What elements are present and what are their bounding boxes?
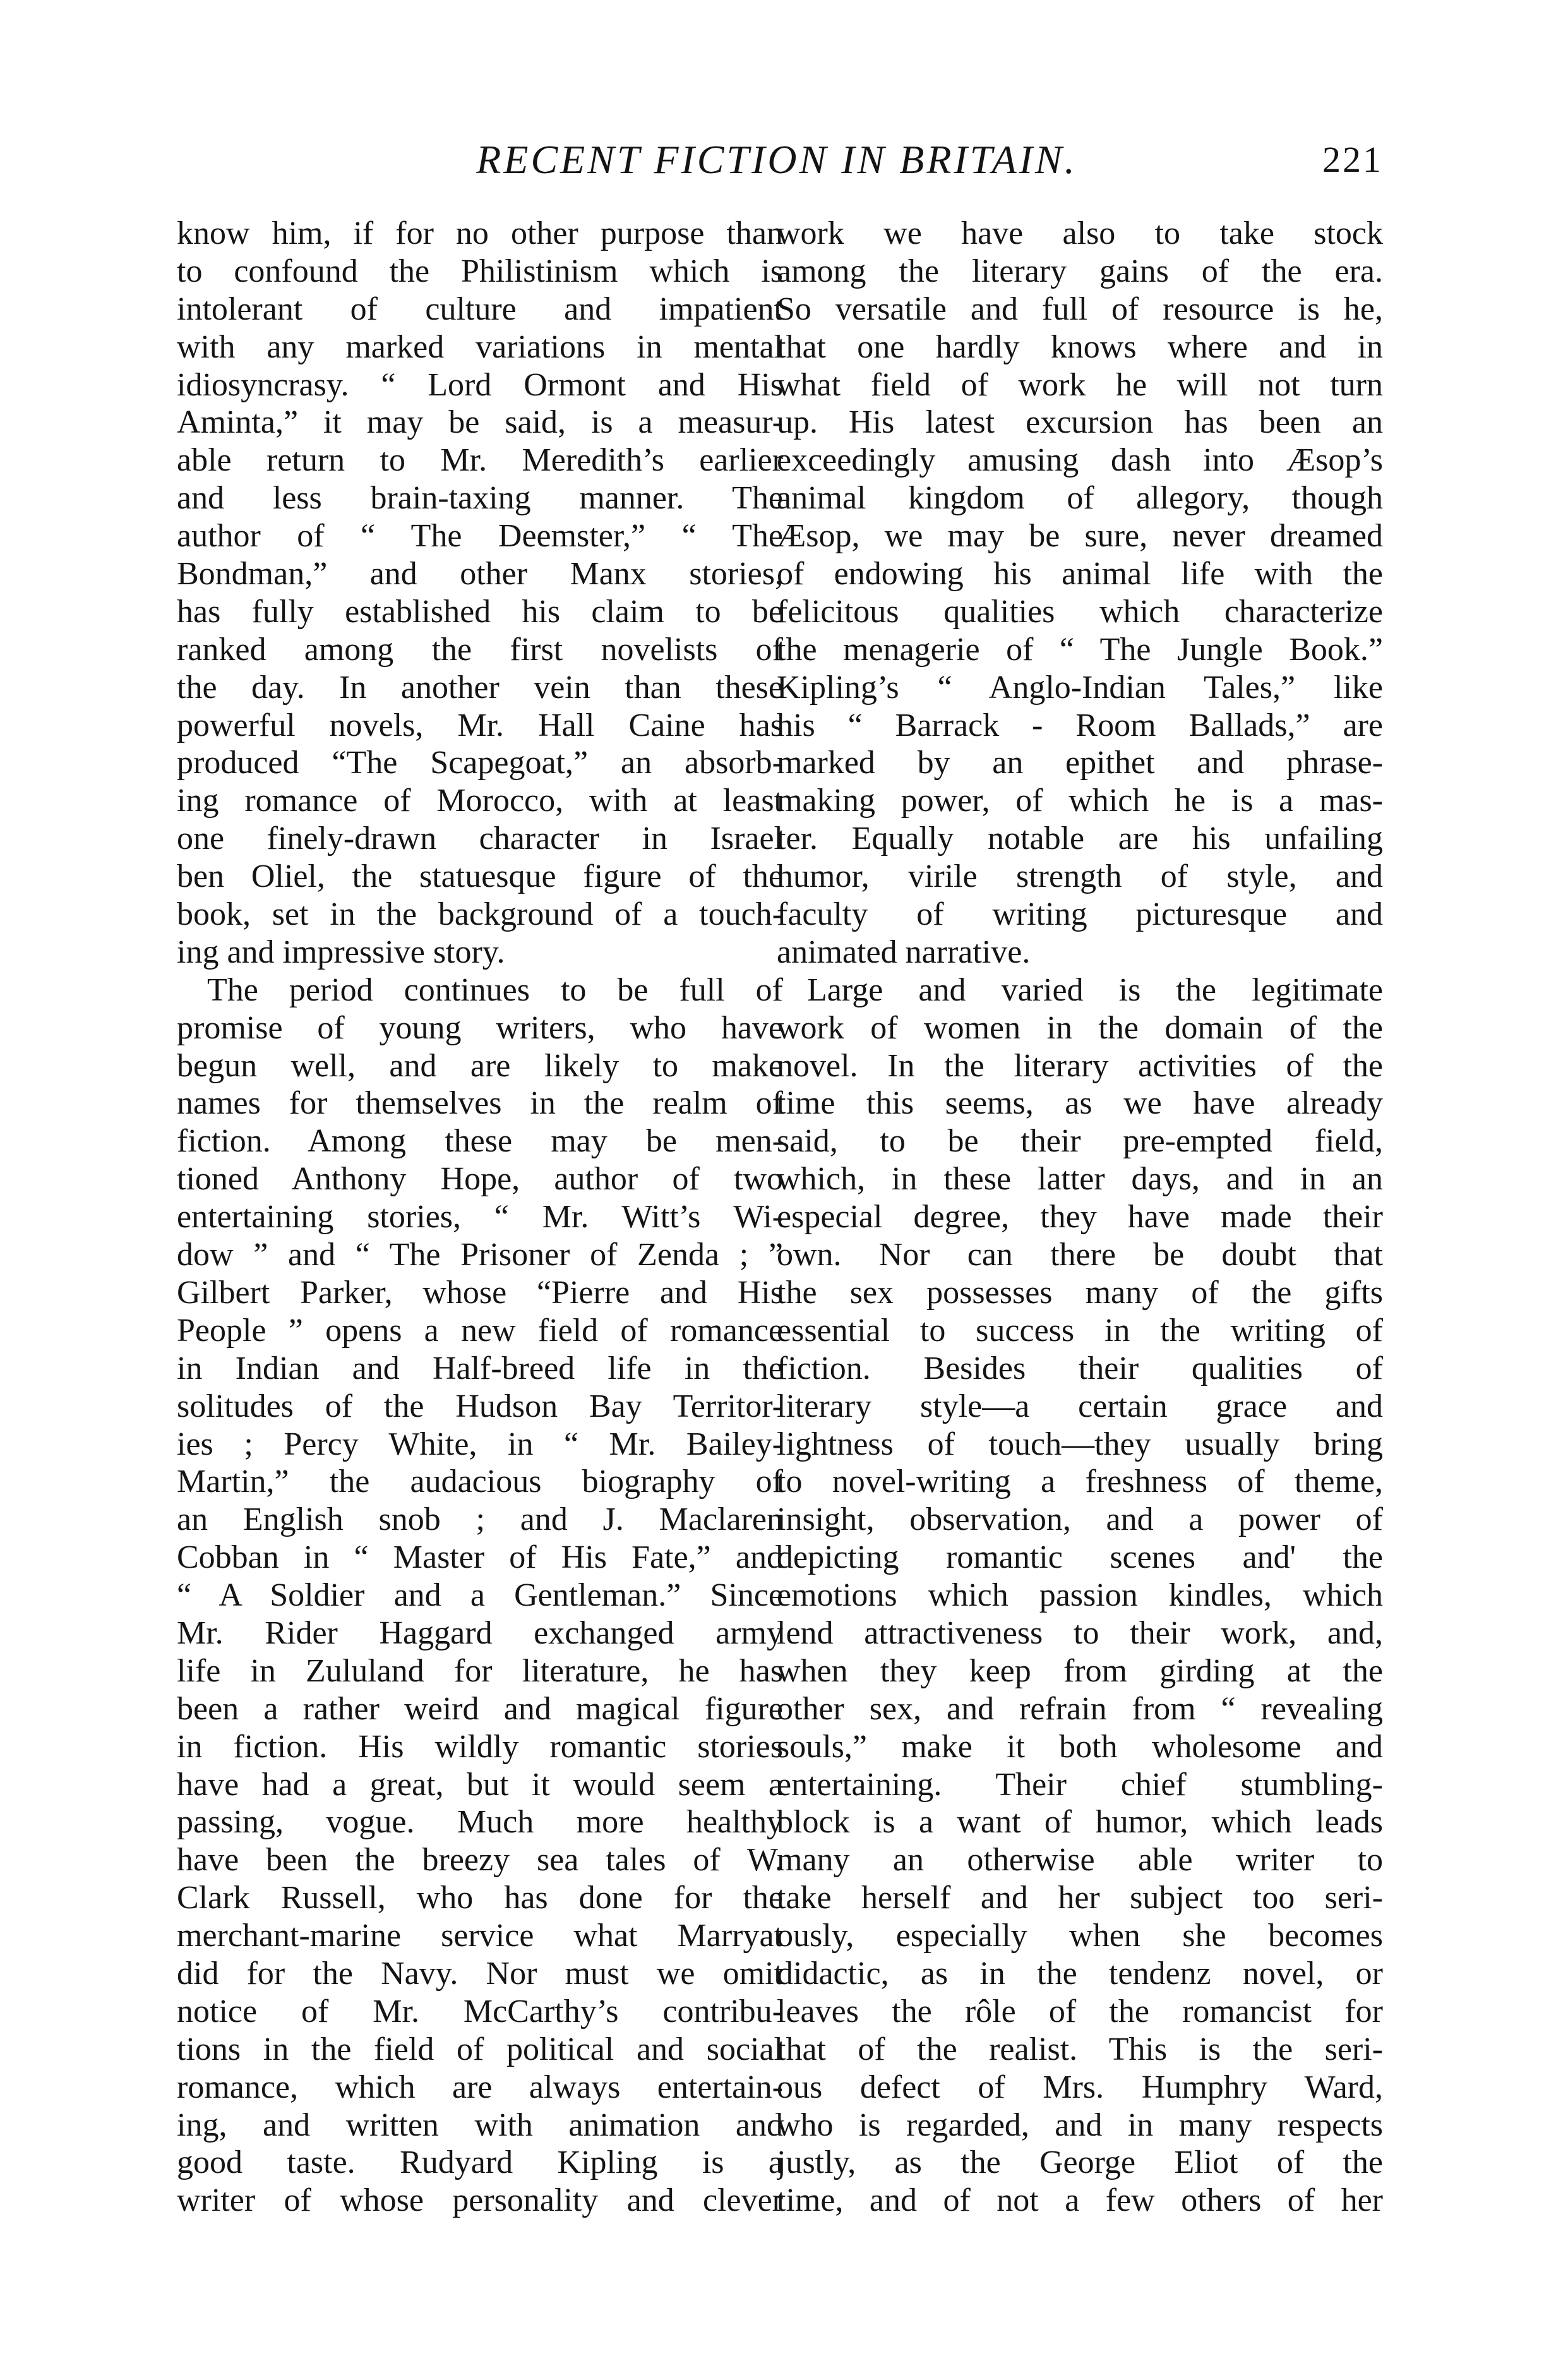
text-line: has fully established his claim to be — [177, 593, 783, 630]
text-line: ies ; Percy White, in “ Mr. Bailey- — [177, 1426, 783, 1462]
text-line: ranked among the first novelists of — [177, 631, 783, 668]
text-line: ter. Equally notable are his unfailing — [777, 821, 1383, 857]
text-line: ing romance of Morocco, with at least — [177, 783, 783, 819]
text-line: know him, if for no other purpose than — [177, 215, 783, 251]
text-line: Large and varied is the legitimate — [807, 971, 1383, 1008]
text-line: the sex possesses many of the gifts — [777, 1274, 1383, 1311]
text-line: Clark Russell, who has done for the — [177, 1880, 783, 1916]
text-line: idiosyncrasy. “ Lord Ormont and His — [177, 366, 783, 403]
text-line: insight, observation, and a power of — [777, 1501, 1383, 1538]
text-line: Bondman,” and other Manx stories, — [177, 556, 783, 592]
text-line: one finely-drawn character in Israel — [177, 821, 783, 857]
text-line: book, set in the background of a touch- — [177, 896, 783, 933]
text-line: time, and of not a few others of her — [777, 2182, 1383, 2219]
text-line: People ” opens a new field of romance — [177, 1312, 783, 1349]
text-line: said, to be their pre-empted field, — [777, 1123, 1383, 1160]
text-line: passing, vogue. Much more healthy — [177, 1804, 783, 1841]
text-line: animated narrative. — [777, 934, 1031, 970]
text-line: intolerant of culture and impatient — [177, 291, 783, 327]
text-line: So versatile and full of resource is he, — [777, 291, 1383, 327]
text-line: promise of young writers, who have — [177, 1009, 783, 1046]
text-line: other sex, and refrain from “ revealing — [777, 1690, 1383, 1727]
text-line: the menagerie of “ The Jungle Book.” — [777, 631, 1383, 668]
text-line: marked by an epithet and phrase- — [777, 745, 1383, 781]
text-line: Mr. Rider Haggard exchanged army — [177, 1614, 783, 1651]
text-line: literary style—a certain grace and — [777, 1388, 1383, 1424]
right-column — [777, 215, 1383, 2220]
text-line: the day. In another vein than these — [177, 669, 783, 706]
text-line: in fiction. His wildly romantic stories — [177, 1728, 783, 1765]
text-line: to confound the Philistinism which is — [177, 253, 783, 289]
text-line: The period continues to be full of — [207, 971, 783, 1008]
text-line: justly, as the George Eliot of the — [777, 2144, 1383, 2181]
text-line: Martin,” the audacious biography of — [177, 1464, 783, 1500]
text-line: names for themselves in the realm of — [177, 1085, 783, 1122]
text-line: own. Nor can there be doubt that — [777, 1237, 1383, 1273]
text-line: many an otherwise able writer to — [777, 1842, 1383, 1879]
text-line: produced “The Scapegoat,” an absorb- — [177, 745, 783, 781]
text-line: with any marked variations in mental — [177, 328, 783, 365]
text-line: work we have also to take stock — [777, 215, 1383, 251]
text-line: lend attractiveness to their work, and, — [777, 1614, 1383, 1651]
text-line: that of the realist. This is the seri- — [777, 2031, 1383, 2067]
text-line: begun well, and are likely to make — [177, 1047, 783, 1084]
text-line: entertaining. Their chief stumbling- — [777, 1766, 1383, 1803]
text-line: exceedingly amusing dash into Æsop’s — [777, 442, 1383, 479]
text-line: Æsop, we may be sure, never dreamed — [777, 518, 1383, 555]
text-line: among the literary gains of the era. — [777, 253, 1383, 289]
text-line: did for the Navy. Nor must we omit — [177, 1955, 783, 1992]
text-line: faculty of writing picturesque and — [777, 896, 1383, 933]
running-title: RECENT FICTION IN BRITAIN. — [476, 137, 1077, 182]
text-line: writer of whose personality and clever — [177, 2182, 783, 2219]
text-line: depicting romantic scenes and' the — [777, 1539, 1383, 1576]
text-line: Aminta,” it may be said, is a measur- — [177, 404, 783, 441]
text-line: author of “ The Deemster,” “ The — [177, 518, 783, 555]
text-line: making power, of which he is a mas- — [777, 783, 1383, 819]
text-line: up. His latest excursion has been an — [777, 404, 1383, 441]
text-line: emotions which passion kindles, which — [777, 1577, 1383, 1614]
text-line: leaves the rôle of the romancist for — [777, 1993, 1383, 2029]
text-line: especial degree, they have made their — [777, 1199, 1383, 1236]
text-line: ously, especially when she becomes — [777, 1918, 1383, 1954]
text-line: able return to Mr. Meredith’s earlier — [177, 442, 783, 479]
text-line: have had a great, but it would seem a — [177, 1766, 783, 1803]
text-line: in Indian and Half-breed life in the — [177, 1350, 783, 1386]
text-line: romance, which are always entertain- — [177, 2069, 783, 2105]
text-line: animal kingdom of allegory, though — [777, 480, 1383, 517]
text-line: souls,” make it both wholesome and — [777, 1728, 1383, 1765]
text-line: Kipling’s “ Anglo-Indian Tales,” like — [777, 669, 1383, 706]
text-line: essential to success in the writing of — [777, 1312, 1383, 1349]
text-line: time this seems, as we have already — [777, 1085, 1383, 1122]
text-line: fiction. Besides their qualities of — [777, 1350, 1383, 1386]
text-line: dow ” and “ The Prisoner of Zenda ; ” — [177, 1237, 783, 1273]
text-line: Gilbert Parker, whose “Pierre and His — [177, 1274, 783, 1311]
text-line: ing and impressive story. — [177, 934, 505, 970]
text-line: tioned Anthony Hope, author of two — [177, 1161, 783, 1198]
text-line: entertaining stories, “ Mr. Witt’s Wi- — [177, 1199, 783, 1236]
text-line: lightness of touch—they usually bring — [777, 1426, 1383, 1462]
text-line: when they keep from girding at the — [777, 1652, 1383, 1689]
text-line: humor, virile strength of style, and — [777, 858, 1383, 895]
text-line: what field of work he will not turn — [777, 366, 1383, 403]
text-line: his “ Barrack - Room Ballads,” are — [777, 707, 1383, 743]
text-line: and less brain-taxing manner. The — [177, 480, 783, 517]
text-line: powerful novels, Mr. Hall Caine has — [177, 707, 783, 743]
text-line: an English snob ; and J. Maclaren — [177, 1501, 783, 1538]
text-line: solitudes of the Hudson Bay Territor- — [177, 1388, 783, 1424]
page-number: 221 — [1322, 139, 1383, 180]
text-line: notice of Mr. McCarthy’s contribu- — [177, 1993, 783, 2029]
text-line: to novel-writing a freshness of theme, — [777, 1464, 1383, 1500]
text-line: which, in these latter days, and in an — [777, 1161, 1383, 1198]
text-line: Cobban in “ Master of His Fate,” and — [177, 1539, 783, 1576]
text-line: good taste. Rudyard Kipling is a — [177, 2144, 783, 2181]
text-line: didactic, as in the tendenz novel, or — [777, 1955, 1383, 1992]
text-line: fiction. Among these may be men- — [177, 1123, 783, 1160]
text-line: ing, and written with animation and — [177, 2107, 783, 2143]
text-line: have been the breezy sea tales of W. — [177, 1842, 783, 1879]
text-line: take herself and her subject too seri- — [777, 1880, 1383, 1916]
text-line: ben Oliel, the statuesque figure of the — [177, 858, 783, 895]
text-line: felicitous qualities which characterize — [777, 593, 1383, 630]
text-line: novel. In the literary activities of the — [777, 1047, 1383, 1084]
text-line: tions in the field of political and social — [177, 2031, 783, 2067]
text-line: life in Zululand for literature, he has — [177, 1652, 783, 1689]
page-header — [0, 131, 1568, 188]
text-line: block is a want of humor, which leads — [777, 1804, 1383, 1841]
left-column — [177, 215, 783, 2220]
text-line: that one hardly knows where and in — [777, 328, 1383, 365]
text-line: who is regarded, and in many respects — [777, 2107, 1383, 2143]
text-line: ous defect of Mrs. Humphry Ward, — [777, 2069, 1383, 2105]
text-line: of endowing his animal life with the — [777, 556, 1383, 592]
text-line: “ A Soldier and a Gentleman.” Since — [177, 1577, 783, 1614]
text-line: merchant-marine service what Marryat — [177, 1918, 783, 1954]
text-line: been a rather weird and magical figure — [177, 1690, 783, 1727]
text-line: work of women in the domain of the — [777, 1009, 1383, 1046]
